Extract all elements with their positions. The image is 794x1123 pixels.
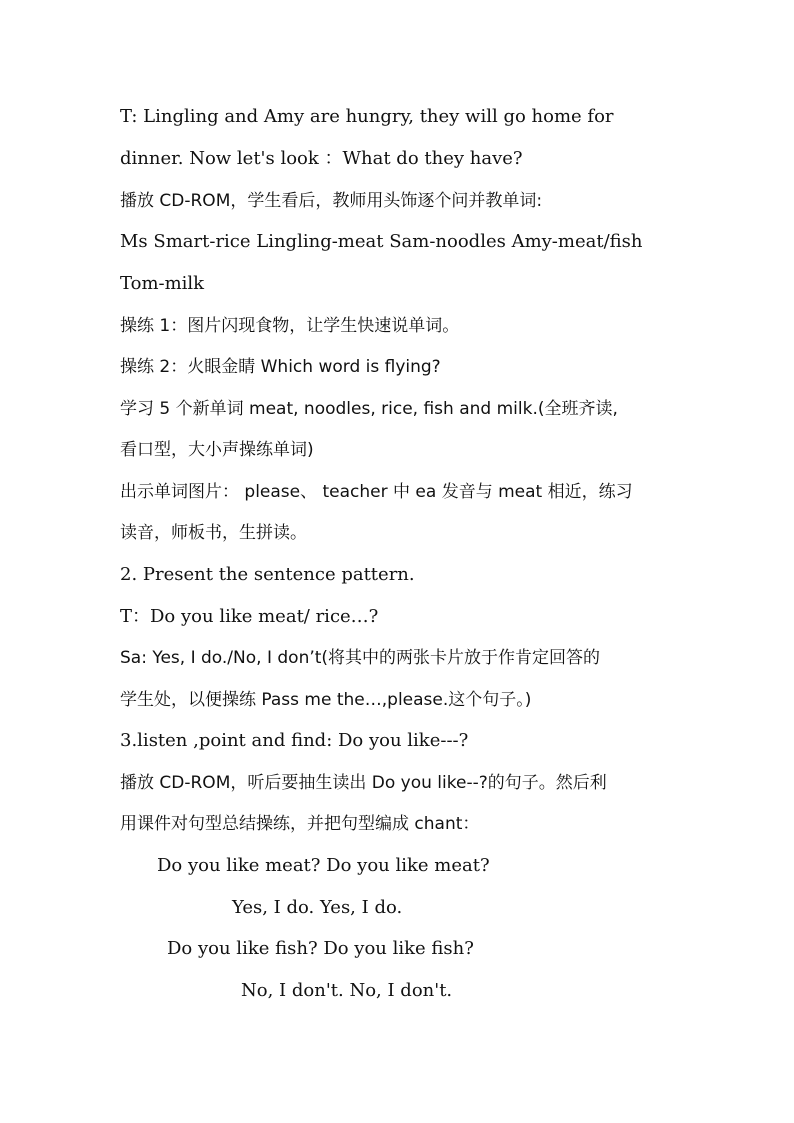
text-line-11: 读音，师板书，生拼读。 — [120, 523, 307, 543]
text-line-4: Ms Smart-rice Lingling-meat Sam-noodles Amy-meat/fish — [120, 231, 643, 252]
text-line-10: 出示单词图片： please、 teacher 中 ea 发音与 meat 相近，练习 — [120, 482, 633, 502]
text-line-1: T: Lingling and Amy are hungry, they will go home for — [120, 106, 614, 127]
text-line-9: 看口型，大小声操练单词) — [120, 440, 314, 460]
text-line-12: 2. Present the sentence pattern. — [120, 564, 415, 585]
chant-line-1: Do you like meat? Do you like meat? — [157, 855, 490, 876]
chant-line-2: Yes, I do. Yes, I do. — [232, 897, 403, 918]
text-line-2: dinner. Now let's look ：What do they have? — [120, 148, 523, 169]
text-line-16: 3.listen ,point and find: Do you like---? — [120, 730, 469, 751]
text-line-5: Tom-milk — [120, 273, 205, 294]
chant-line-4: No, I don't. No, I don't. — [241, 980, 453, 1001]
text-line-3: 播放 CD-ROM，学生看后，教师用头饰逐个问并教单词: — [120, 191, 543, 211]
text-line-18: 用课件对句型总结操练，并把句型编成 chant： — [120, 814, 480, 834]
text-line-8: 学习 5 个新单词 meat, noodles, rice, fish and milk.(全班齐读, — [120, 399, 618, 419]
text-line-15: 学生处，以便操练 Pass me the…,please.这个句子。) — [120, 690, 532, 710]
chant-line-3: Do you like fish? Do you like fish? — [167, 938, 474, 959]
text-line-17: 播放 CD-ROM，听后要抽生读出 Do you like--?的句子。然后利 — [120, 773, 607, 793]
text-line-14: Sa: Yes, I do./No, I don’t(将其中的两张卡片放于作肯定回答的 — [120, 648, 601, 668]
text-line-7: 操练 2：火眼金睛 Which word is flying? — [120, 357, 441, 377]
text-line-6: 操练 1：图片闪现食物，让学生快速说单词。 — [120, 316, 460, 336]
text-line-13: T：Do you like meat/ rice…? — [120, 606, 379, 627]
